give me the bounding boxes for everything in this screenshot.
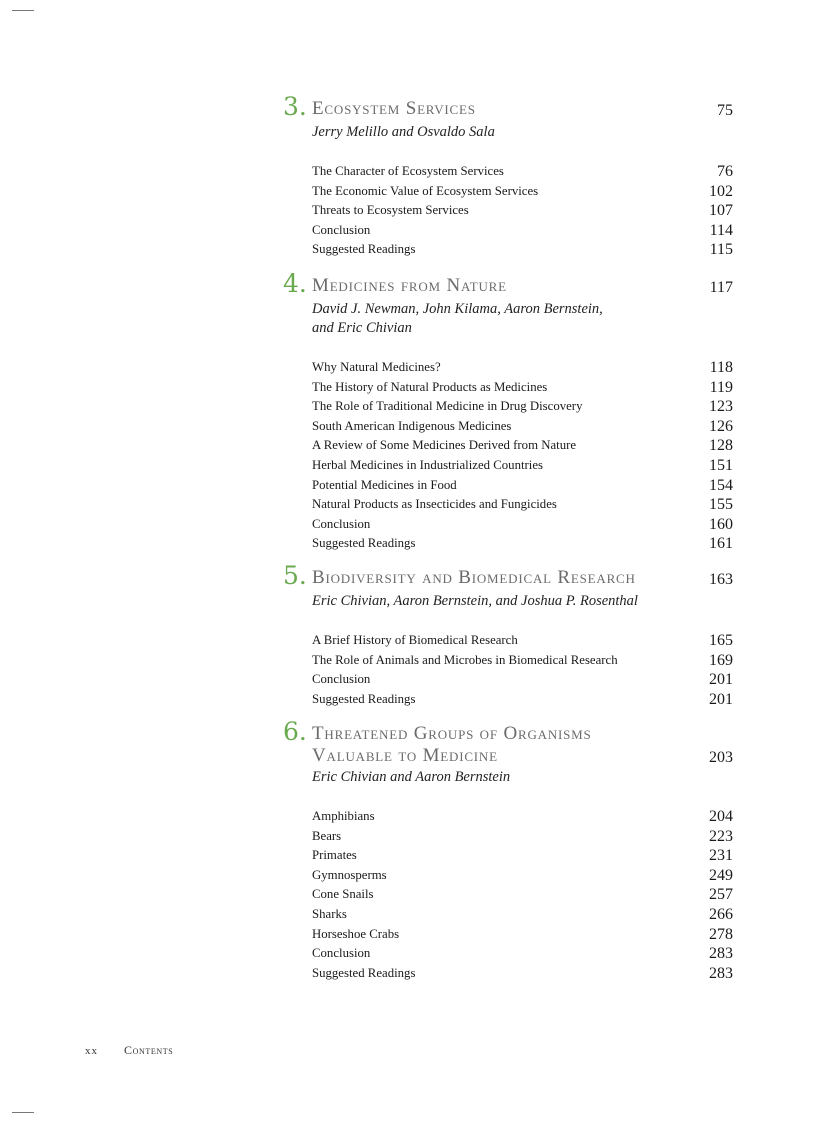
folio-page-number: xx [85,1045,98,1057]
chapter-number: 6. [283,717,307,746]
entry-title: Suggested Readings [312,536,416,551]
toc-entry[interactable] [312,495,733,515]
toc-entry[interactable] [312,417,733,437]
entry-page: 249 [709,866,733,884]
entry-page: 283 [709,964,733,982]
toc-entry[interactable] [312,358,733,378]
chapter-authors: Jerry Melillo and Osvaldo Sala [312,124,495,140]
entry-page: 223 [709,827,733,845]
entry-title: The Character of Ecosystem Services [312,164,504,178]
entry-title: Gymnosperms [312,867,387,882]
toc-entry[interactable] [312,925,733,945]
toc-entry[interactable] [312,807,733,827]
entry-page: 76 [717,163,733,180]
chapter-page: 117 [709,279,733,296]
toc-entry[interactable] [312,378,733,398]
toc-entry[interactable] [312,670,733,690]
entry-page: 151 [709,456,733,474]
chapter-heading [283,269,733,300]
entry-title: Natural Products as Insecticides and Fungicides [312,497,557,512]
entry-list [283,807,733,983]
chapter-heading [283,717,733,768]
chapter-5 [283,561,733,709]
entry-title: Conclusion [312,222,371,237]
entry-page: 204 [709,808,733,825]
chapter-authors: David J. Newman, John Kilama, Aaron Bernstein, [312,301,603,317]
entry-page: 169 [709,651,733,669]
entry-title: Suggested Readings [312,242,416,257]
entry-title: Bears [312,828,342,843]
chapter-heading [283,92,733,123]
chapter-title[interactable]: Medicines from Nature [312,275,507,296]
chapter-title[interactable]: Biodiversity and Biomedical Research [312,567,636,588]
entry-title: Why Natural Medicines? [312,360,441,374]
toc-entry[interactable] [312,240,733,260]
crop-mark-top [12,10,34,11]
entry-list [283,358,733,554]
crop-mark-bottom [12,1112,34,1113]
entry-page: 126 [709,417,733,435]
toc-entry[interactable] [312,515,733,535]
toc-entry[interactable] [312,162,733,182]
entry-title: Cone Snails [312,887,374,902]
entry-page: 161 [709,535,733,553]
toc-entry[interactable] [312,476,733,496]
entry-list [283,631,733,709]
chapter-page: 203 [709,749,733,766]
toc-entry[interactable] [312,221,733,241]
entry-title: Suggested Readings [312,965,416,980]
entry-title: The Role of Traditional Medicine in Drug Discovery [312,399,583,414]
entry-page: 107 [709,202,733,220]
running-head-label: Contents [124,1043,174,1057]
entry-page: 154 [709,476,733,494]
toc-entry[interactable] [312,885,733,905]
chapter-title[interactable]: Threatened Groups of Organisms [312,723,592,744]
entry-page: 266 [709,905,733,923]
chapter-number: 3. [283,92,307,121]
toc-entry[interactable] [312,397,733,417]
entry-title: Sharks [312,906,347,921]
chapter-6 [283,717,733,983]
chapter-number: 5. [283,561,307,590]
chapter-3 [283,92,733,260]
chapter-title-line2[interactable]: Valuable to Medicine [312,745,498,766]
entry-title: A Brief History of Biomedical Research [312,633,518,647]
chapter-heading [283,561,733,592]
entry-title: Horseshoe Crabs [312,926,400,941]
entry-title: The Economic Value of Ecosystem Services [312,183,539,198]
entry-title: The Role of Animals and Microbes in Biomedical Research [312,652,618,667]
entry-title: Amphibians [312,809,375,823]
entry-title: Conclusion [312,672,371,687]
toc-entry[interactable] [312,964,733,984]
chapter-page: 163 [709,571,733,588]
toc-entry[interactable] [312,846,733,866]
entry-title: Suggested Readings [312,691,416,706]
chapter-title[interactable]: Ecosystem Services [312,98,476,119]
toc-entry[interactable] [312,690,733,710]
toc-entry[interactable] [312,534,733,554]
entry-page: 155 [709,496,733,514]
entry-page: 115 [709,241,733,259]
entry-page: 102 [709,182,733,200]
chapter-authors-line2: and Eric Chivian [312,320,412,336]
entry-page: 160 [709,515,733,533]
entry-title: Threats to Ecosystem Services [312,203,469,218]
chapter-4 [283,269,733,554]
entry-title: Primates [312,848,357,863]
entry-page: 201 [709,690,733,708]
toc-entry[interactable] [312,866,733,886]
chapter-authors: Eric Chivian, Aaron Bernstein, and Joshua P. Rosenthal [312,593,638,609]
entry-page: 119 [709,378,733,396]
entry-title: The History of Natural Products as Medicines [312,379,548,394]
toc-entry[interactable] [312,182,733,202]
entry-page: 283 [709,945,733,963]
entry-page: 118 [709,359,733,376]
entry-title: Herbal Medicines in Industrialized Countries [312,457,543,472]
entry-title: A Review of Some Medicines Derived from Nature [312,438,577,453]
entry-title: Conclusion [312,946,371,961]
toc-entry[interactable] [312,827,733,847]
toc-entry[interactable] [312,944,733,964]
page-footer [85,1043,173,1058]
entry-page: 231 [709,847,733,865]
toc-entry[interactable] [312,436,733,456]
entry-page: 114 [709,221,733,239]
chapter-number: 4. [283,269,307,298]
entry-title: Conclusion [312,516,371,531]
toc-entry[interactable] [312,201,733,221]
chapter-page: 75 [717,102,733,119]
entry-page: 123 [709,398,733,416]
entry-title: Potential Medicines in Food [312,477,457,492]
entry-page: 278 [709,925,733,943]
chapter-authors: Eric Chivian and Aaron Bernstein [312,769,511,785]
toc-entry[interactable] [312,631,733,651]
entry-page: 257 [709,886,733,904]
toc-entry[interactable] [312,456,733,476]
entry-page: 165 [709,632,733,649]
toc-entry[interactable] [312,651,733,671]
toc-entry[interactable] [312,905,733,925]
entry-title: South American Indigenous Medicines [312,418,512,433]
entry-page: 201 [709,671,733,689]
entry-list [283,162,733,260]
entry-page: 128 [709,437,733,455]
